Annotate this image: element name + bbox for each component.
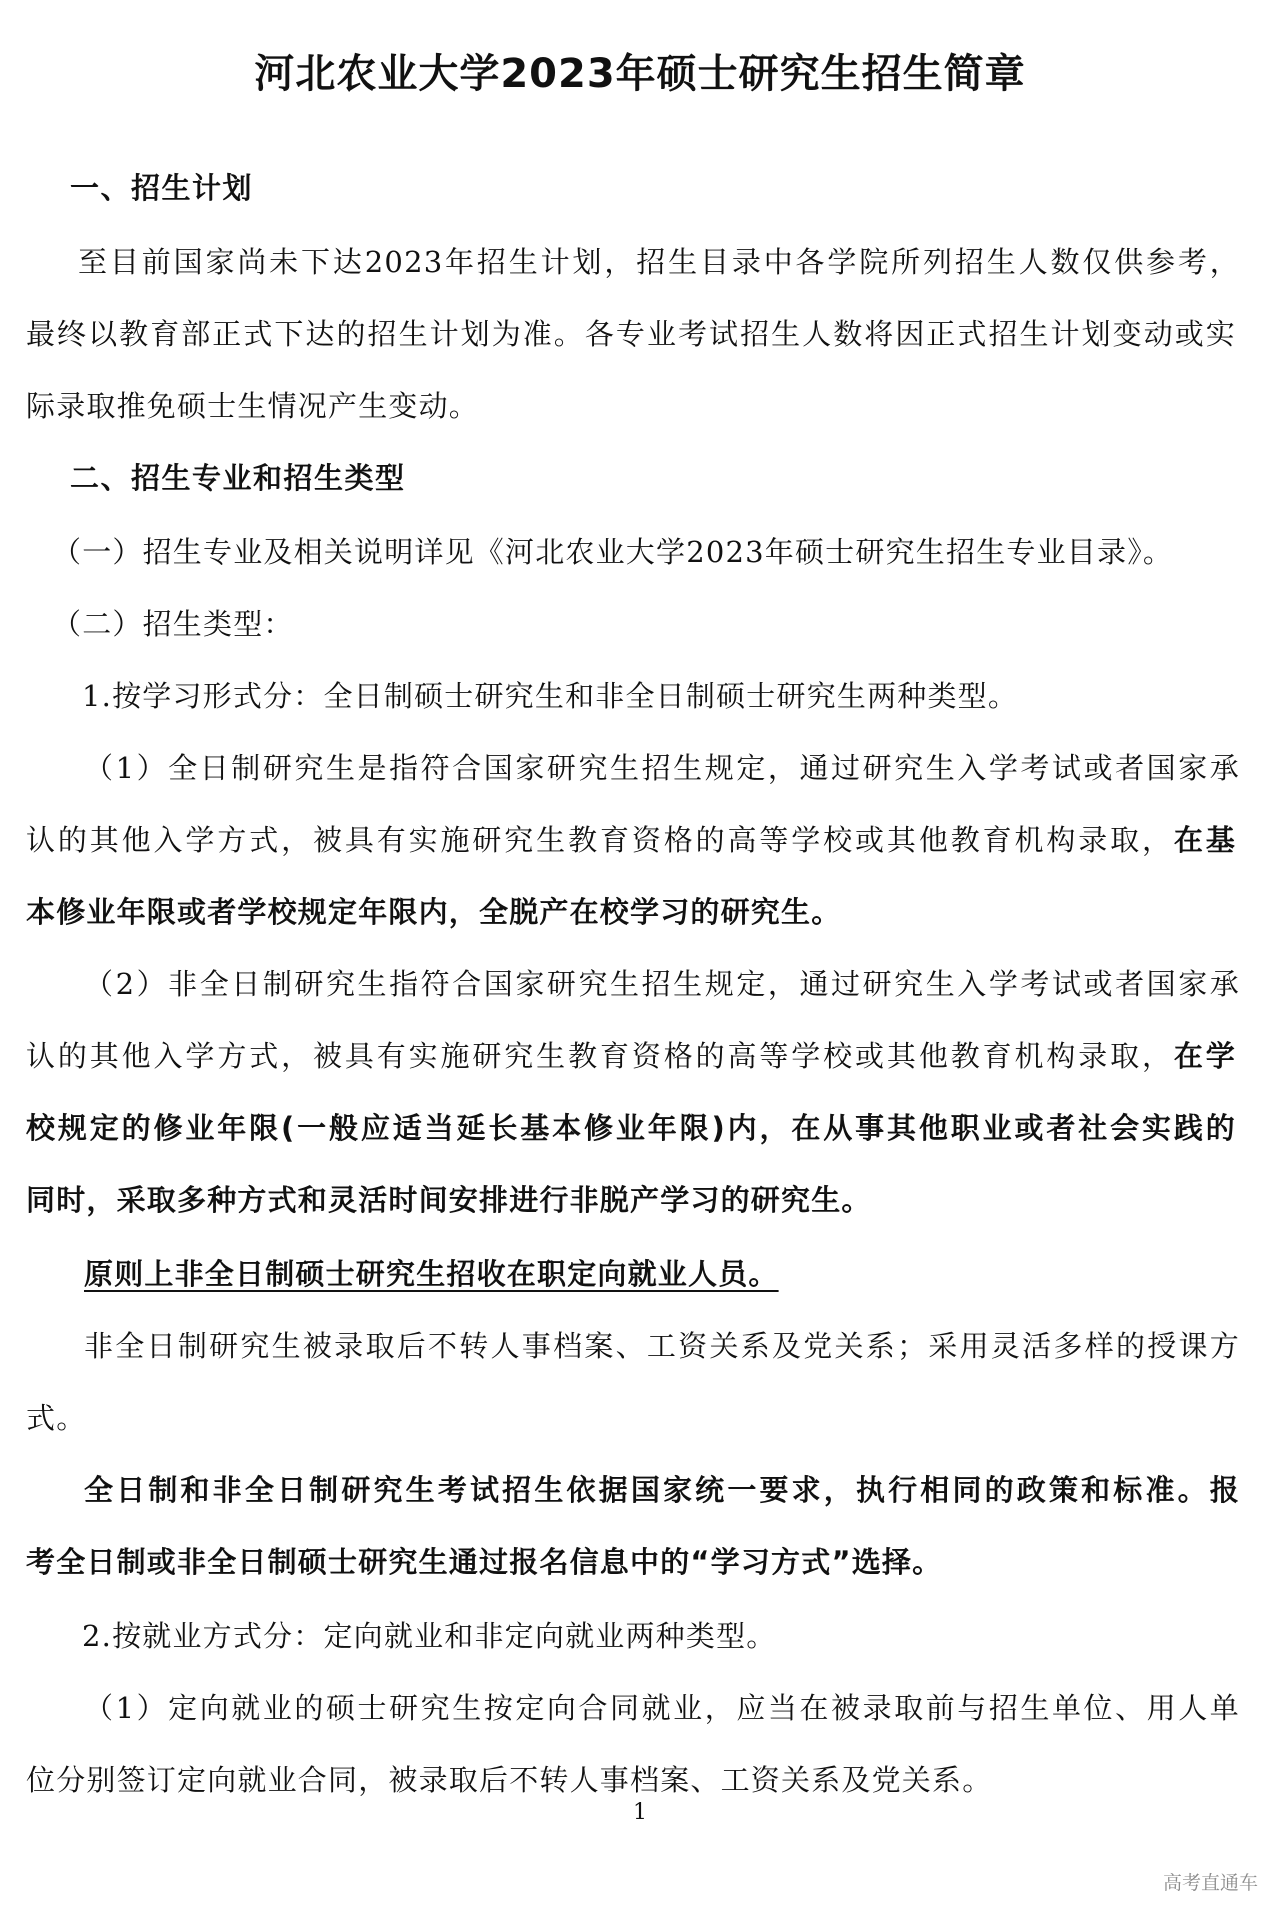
policy-line-1: 全日制和非全日制研究生考试招生依据国家统一要求，执行相同的政策和标准。报 bbox=[84, 1473, 1240, 1507]
parttime-line-2-text: 认的其他入学方式，被具有实施研究生教育资格的高等学校或其他教育机构录取， bbox=[26, 1039, 1174, 1073]
policy-line-2: 考全日制或非全日制硕士研究生通过报名信息中的“学习方式”选择。 bbox=[26, 1545, 943, 1579]
page-number: 1 bbox=[633, 1800, 647, 1825]
fulltime-line-2-bold: 在基 bbox=[1173, 823, 1236, 857]
archive-line-1: 非全日制研究生被录取后不转人事档案、工资关系及党关系；采用灵活多样的授课方 bbox=[84, 1329, 1240, 1363]
directed-line-2: 位分别签订定向就业合同，被录取后不转人事档案、工资关系及党关系。 bbox=[26, 1763, 993, 1797]
parttime-line-2 bbox=[26, 1034, 1236, 1078]
parttime-line-1: （2）非全日制研究生指符合国家研究生招生规定，通过研究生入学考试或者国家承 bbox=[84, 967, 1240, 1001]
watermark: 高考直通车 bbox=[1162, 1872, 1258, 1894]
item-types: （二）招生类型： bbox=[52, 607, 294, 641]
archive-line-2: 式。 bbox=[26, 1401, 87, 1435]
parttime-line-4: 同时，采取多种方式和灵活时间安排进行非脱产学习的研究生。 bbox=[26, 1183, 872, 1217]
plan-text-line-1: 至目前国家尚未下达2023年招生计划，招生目录中各学院所列招生人数仅供参考， bbox=[78, 245, 1240, 279]
plan-text-line-2: 最终以教育部正式下达的招生计划为准。各专业考试招生人数将因正式招生计划变动或实 bbox=[26, 317, 1236, 351]
principle-underlined: 原则上非全日制硕士研究生招收在职定向就业人员。 bbox=[84, 1257, 779, 1291]
fulltime-line-2-text: 认的其他入学方式，被具有实施研究生教育资格的高等学校或其他教育机构录取， bbox=[26, 823, 1174, 857]
fulltime-line-3: 本修业年限或者学校规定年限内，全脱产在校学习的研究生。 bbox=[26, 895, 842, 929]
point-study-form: 1.按学习形式分：全日制硕士研究生和非全日制硕士研究生两种类型。 bbox=[82, 679, 1019, 713]
section-heading-plan: 一、招生计划 bbox=[70, 171, 254, 205]
fulltime-line-2 bbox=[26, 818, 1236, 862]
directed-line-1: （1）定向就业的硕士研究生按定向合同就业，应当在被录取前与招生单位、用人单 bbox=[84, 1691, 1240, 1725]
point-employment: 2.按就业方式分：定向就业和非定向就业两种类型。 bbox=[82, 1619, 777, 1653]
fulltime-line-1: （1）全日制研究生是指符合国家研究生招生规定，通过研究生入学考试或者国家承 bbox=[84, 751, 1240, 785]
item-majors: （一）招生专业及相关说明详见《河北农业大学2023年硕士研究生招生专业目录》。 bbox=[52, 535, 1174, 569]
plan-text-line-3: 际录取推免硕士生情况产生变动。 bbox=[26, 389, 480, 423]
parttime-line-2-bold: 在学 bbox=[1173, 1039, 1236, 1073]
parttime-line-3: 校规定的修业年限(一般应适当延长基本修业年限)内，在从事其他职业或者社会实践的 bbox=[26, 1111, 1236, 1145]
section-heading-types: 二、招生专业和招生类型 bbox=[70, 461, 406, 495]
document-title: 河北农业大学2023年硕士研究生招生简章 bbox=[254, 51, 1026, 97]
